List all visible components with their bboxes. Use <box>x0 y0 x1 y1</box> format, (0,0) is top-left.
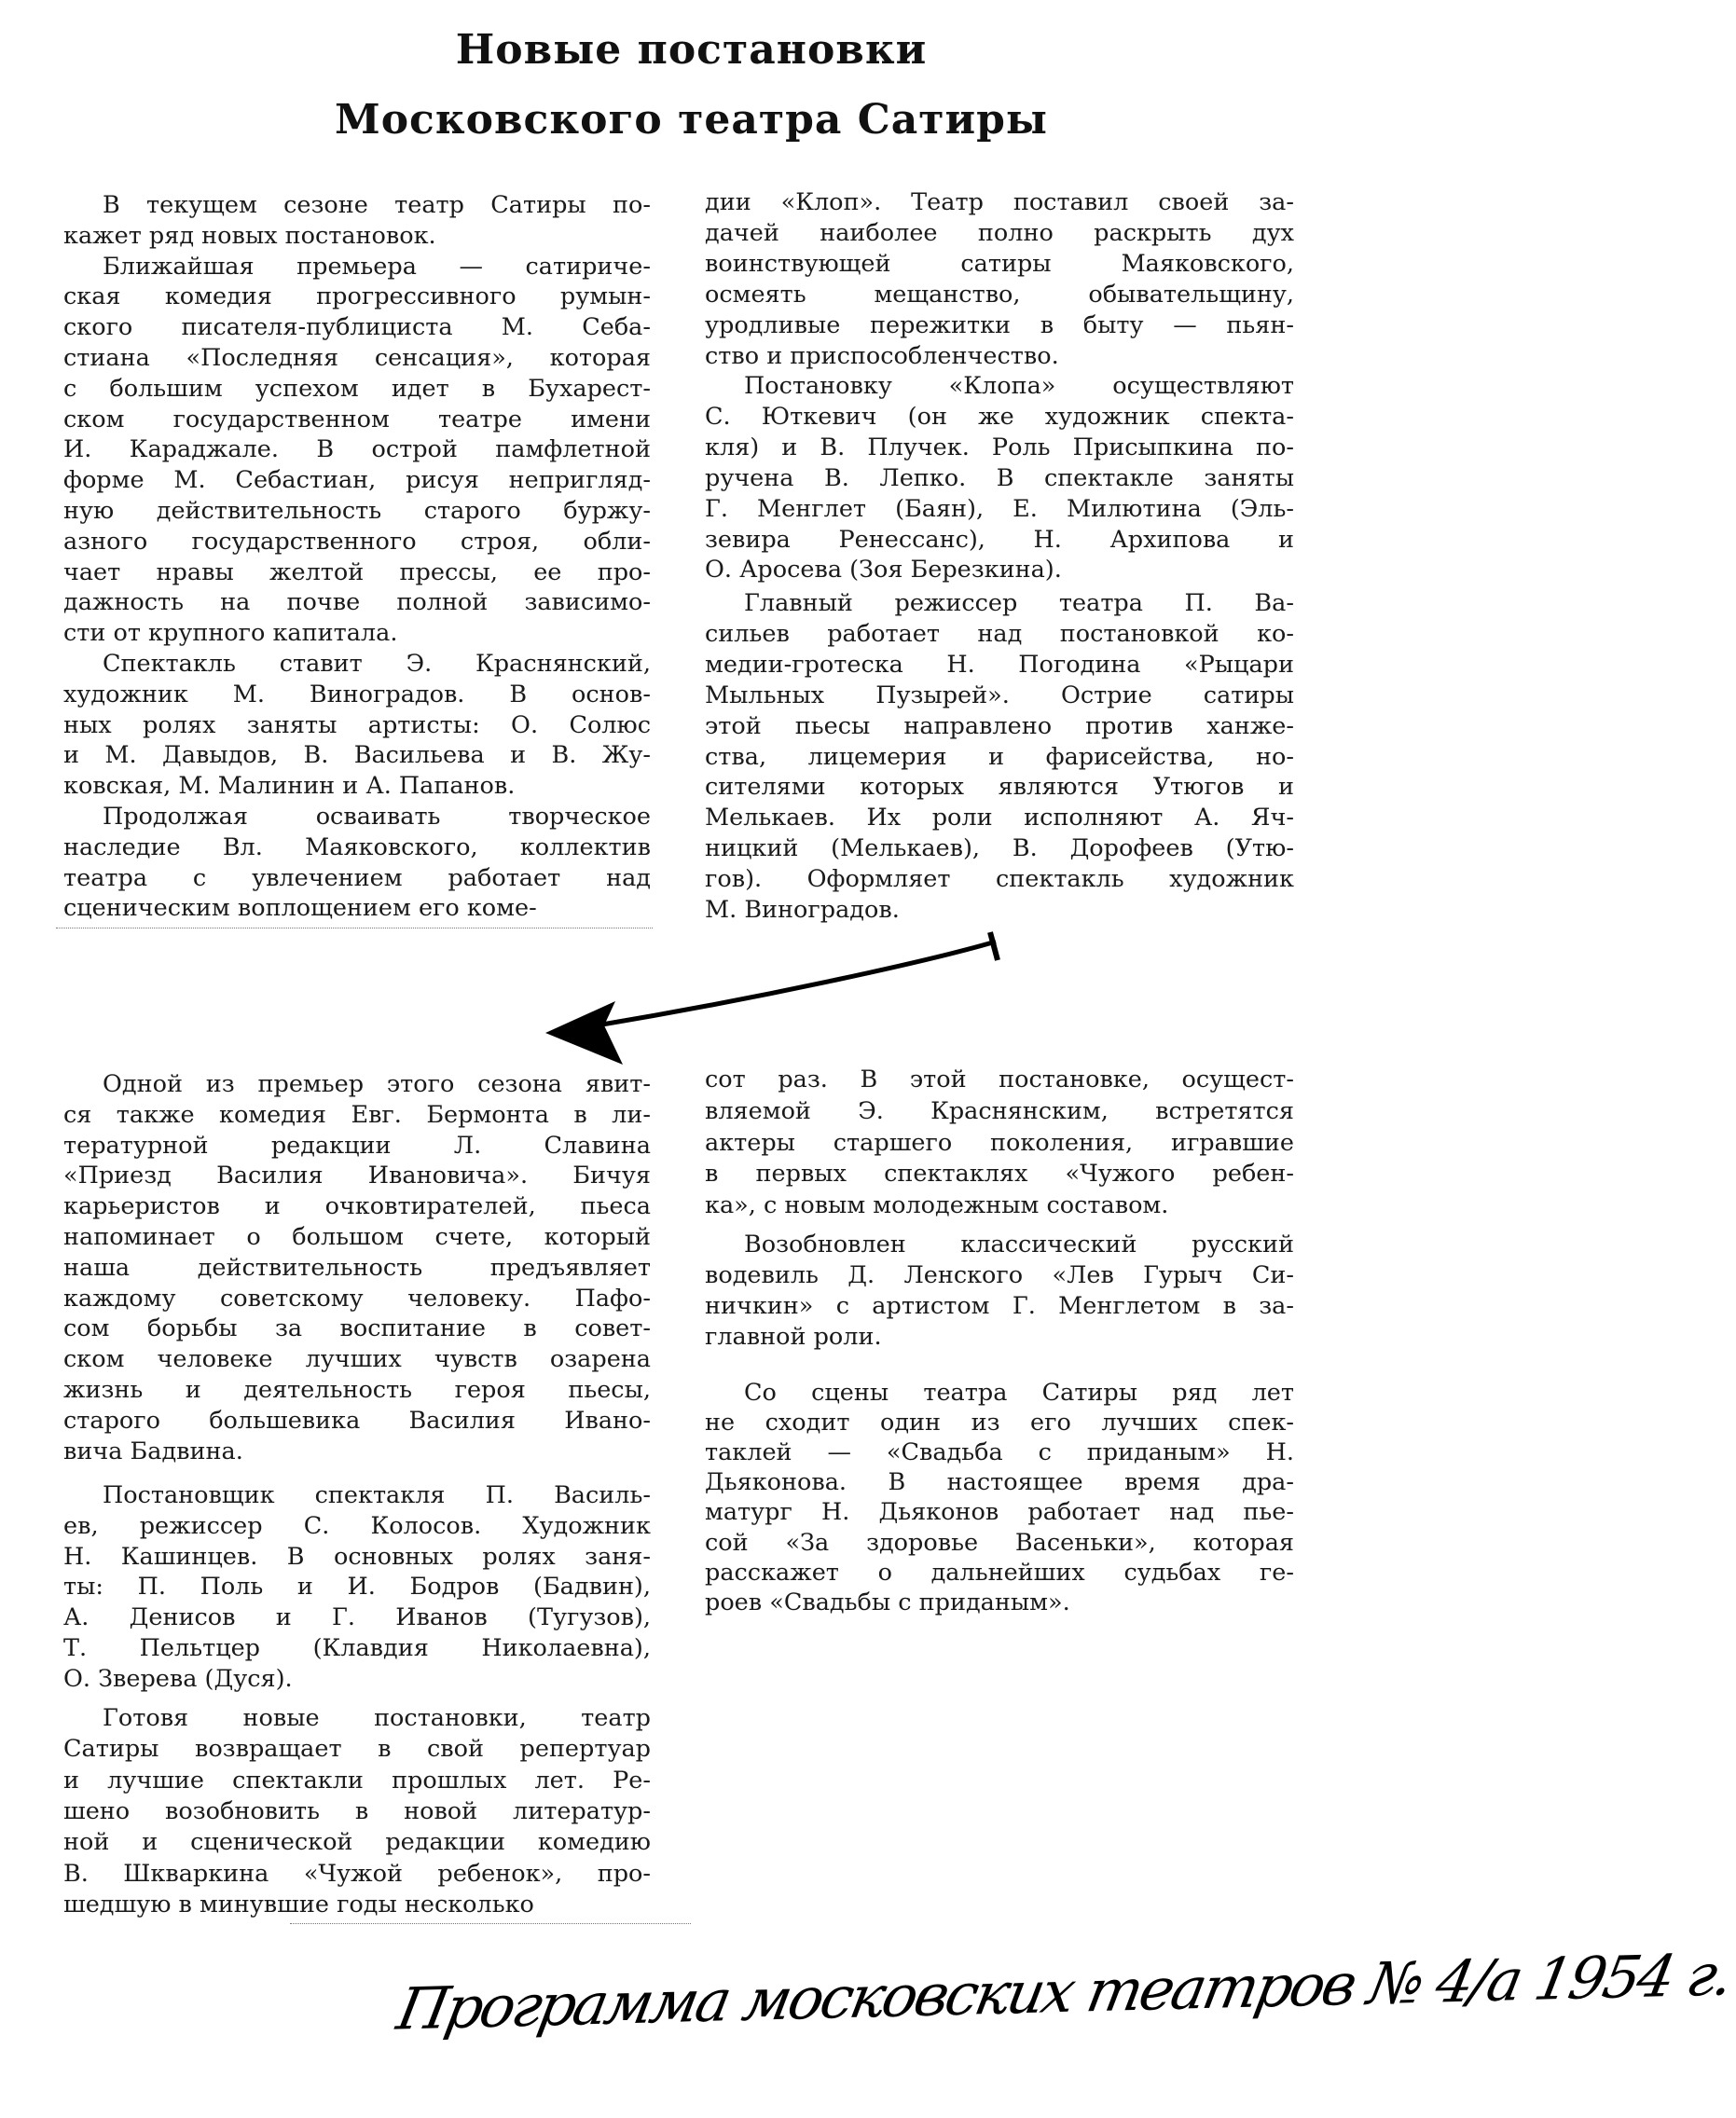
text-line: расскажет о дальнейших судьбах ге- <box>705 1558 1294 1587</box>
text-line: кля) и В. Плучек. Роль Присыпкина по- <box>705 433 1294 461</box>
text-line: тературной редакции Л. Славина <box>63 1131 651 1160</box>
text-line: дачей наиболее полно раскрыть дух <box>705 218 1294 247</box>
text-line: роев «Свадьбы с приданым». <box>705 1588 1070 1616</box>
text-line: Постановку «Клопа» осуществляют <box>744 372 1294 400</box>
text-line: сти от крупного капитала. <box>63 619 398 648</box>
text-line: дии «Клоп». Театр поставил своей за- <box>705 188 1294 216</box>
text-line: кажет ряд новых постановок. <box>63 221 436 250</box>
text-line: таклей — «Свадьба с приданым» Н. <box>705 1438 1294 1467</box>
text-line: ство и приспособленчество. <box>705 341 1059 370</box>
arrow-tick <box>990 932 998 960</box>
text-line: каждому советскому человеку. Пафо- <box>63 1284 651 1313</box>
text-line: О. Аросева (Зоя Березкина). <box>705 556 1062 585</box>
text-line: актеры старшего поколения, игравшие <box>705 1128 1294 1157</box>
text-line: воинствующей сатиры Маяковского, <box>705 249 1294 278</box>
text-line: чает нравы желтой прессы, ее про- <box>63 557 651 586</box>
arrow-head <box>545 1001 623 1065</box>
arrow-shaft <box>597 942 996 1025</box>
text-line: ницкий (Мелькаев), В. Дорофеев (Утю- <box>705 834 1294 863</box>
text-line: вича Бадвина. <box>63 1437 243 1465</box>
text-line: «Приезд Василия Ивановича». Бичуя <box>63 1162 651 1190</box>
handwritten-note: Программа московских театров № 4/а 1954 г. <box>392 1940 1736 2043</box>
text-line: медии-гротеска Н. Погодина «Рыцари <box>705 650 1294 679</box>
text-line: Спектакль ставит Э. Краснянский, <box>103 650 651 678</box>
text-line: Продолжая осваивать творческое <box>103 803 651 831</box>
text-line: С. Юткевич (он же художник спекта- <box>705 402 1294 431</box>
text-line: Главный режиссер театра П. Ва- <box>744 589 1294 617</box>
text-line: Со сцены театра Сатиры ряд лет <box>744 1379 1294 1407</box>
text-line: главной роли. <box>705 1323 882 1351</box>
text-line: Т. Пельтцер (Клавдия Николаевна), <box>63 1634 651 1662</box>
text-line: сильев работает над постановкой ко- <box>705 619 1294 648</box>
text-line: гов). Оформляет спектакль художник <box>705 865 1294 894</box>
text-line: ская комедия прогрессивного румын- <box>63 282 651 311</box>
text-line: форме М. Себастиан, рисуя непригляд- <box>63 466 651 495</box>
text-line: водевиль Д. Ленского «Лев Гурыч Си- <box>705 1261 1294 1289</box>
text-line: ев, режиссер С. Колосов. Художник <box>63 1511 651 1540</box>
text-line: сом борьбы за воспитание в совет- <box>63 1314 651 1343</box>
text-line: художник М. Виноградов. В основ- <box>63 680 651 708</box>
text-line: М. Виноградов. <box>705 896 900 924</box>
text-line: напоминает о большом счете, который <box>63 1223 651 1251</box>
text-line: этой пьесы направлено против ханже- <box>705 711 1294 740</box>
text-line: Одной из премьер этого сезона явит- <box>103 1070 651 1098</box>
text-line: ского писателя-публициста М. Себа- <box>63 313 651 342</box>
text-line: уродливые пережитки в быту — пьян- <box>705 310 1294 339</box>
text-line: ты: П. Поль и И. Бодров (Бадвин), <box>63 1573 651 1602</box>
text-line: сой «За здоровье Васеньки», которая <box>705 1528 1294 1557</box>
text-line: не сходит один из его лучших спек- <box>705 1409 1294 1437</box>
text-line: ства, лицемерия и фарисейства, но- <box>705 742 1294 771</box>
text-line: ручена В. Лепко. В спектакле заняты <box>705 463 1294 492</box>
text-line: зевира Ренессанс), Н. Архипова и <box>705 525 1294 554</box>
text-line: матург Н. Дьяконов работает над пье- <box>705 1498 1294 1527</box>
text-line: Г. Менглет (Баян), Е. Милютина (Эль- <box>705 494 1294 523</box>
text-line: ка», с новым молодежным составом. <box>705 1191 1169 1220</box>
text-line: ничкин» с артистом Г. Менглетом в за- <box>705 1292 1294 1320</box>
text-line: Дьяконова. В настоящее время дра- <box>705 1468 1294 1497</box>
text-line: Мелькаев. Их роли исполняют А. Яч- <box>705 804 1294 832</box>
text-line: Н. Кашинцев. В основных ролях заня- <box>63 1542 651 1571</box>
text-line: ных ролях заняты артисты: О. Солюс <box>63 710 651 739</box>
text-line: Постановщик спектакля П. Василь- <box>103 1481 651 1509</box>
text-line: В. Шкваркина «Чужой ребенок», про- <box>63 1859 651 1888</box>
text-line: Готовя новые постановки, театр <box>103 1704 651 1732</box>
text-line: сителями которых являются Утюгов и <box>705 773 1294 802</box>
text-line: дажность на почве полной зависимо- <box>63 588 651 617</box>
text-line: вляемой Э. Краснянским, встретятся <box>705 1096 1294 1125</box>
headline-line-1: Новые постановки <box>455 26 928 74</box>
text-line: сот раз. В этой постановке, осущест- <box>705 1066 1294 1093</box>
text-line: и М. Давыдов, В. Васильева и В. Жу- <box>63 741 651 770</box>
text-line: Сатиры возвращает в свой репертуар <box>63 1735 651 1764</box>
text-line: ском человеке лучших чувств озарена <box>63 1345 651 1374</box>
text-line: ском государственном театре имени <box>63 405 651 433</box>
text-line: шедшую в минувшие годы несколько <box>63 1890 534 1919</box>
text-line: ной и сценической редакции комедию <box>63 1828 651 1857</box>
text-line: карьеристов и очковтирателей, пьеса <box>63 1192 651 1221</box>
text-line: жизнь и деятельность героя пьесы, <box>63 1376 651 1404</box>
text-line: наша действительность предъявляет <box>63 1253 651 1282</box>
text-line: осмеять мещанство, обывательщину, <box>705 280 1294 309</box>
text-line: ковская, М. Малинин и А. Папанов. <box>63 772 516 801</box>
headline-line-2: Московского театра Сатиры <box>334 96 1048 144</box>
text-line: шено возобновить в новой литератур- <box>63 1796 651 1825</box>
text-line: Возобновлен классический русский <box>744 1231 1294 1258</box>
text-line: театра с увлечением работает над <box>63 863 651 892</box>
column-end-rule <box>290 1923 691 1924</box>
text-line: В текущем сезоне театр Сатиры по- <box>103 191 651 219</box>
text-line: в первых спектаклях «Чужого ребен- <box>705 1160 1294 1189</box>
text-line: Мыльных Пузырей». Острие сатиры <box>705 681 1294 709</box>
text-line: старого большевика Василия Ивано- <box>63 1406 651 1435</box>
text-line: ся также комедия Евг. Бермонта в ли- <box>63 1100 651 1129</box>
text-line: с большим успехом идет в Бухарест- <box>63 374 651 403</box>
text-line: И. Караджале. В острой памфлетной <box>63 435 651 464</box>
text-line: сценическим воплощением его коме- <box>63 894 537 923</box>
text-line: А. Денисов и Г. Иванов (Тугузов), <box>63 1603 651 1632</box>
text-line: наследие Вл. Маяковского, коллектив <box>63 832 651 861</box>
hand-drawn-arrow-icon <box>0 0 1383 1119</box>
text-line: О. Зверева (Дуся). <box>63 1664 293 1693</box>
text-line: азного государственного строя, обли- <box>63 527 651 556</box>
text-line: стиана «Последняя сенсация», которая <box>63 344 651 372</box>
text-line: ную действительность старого буржу- <box>63 497 651 525</box>
text-line: и лучшие спектакли прошлых лет. Ре- <box>63 1766 651 1795</box>
text-line: Ближайшая премьера — сатириче- <box>103 252 651 281</box>
